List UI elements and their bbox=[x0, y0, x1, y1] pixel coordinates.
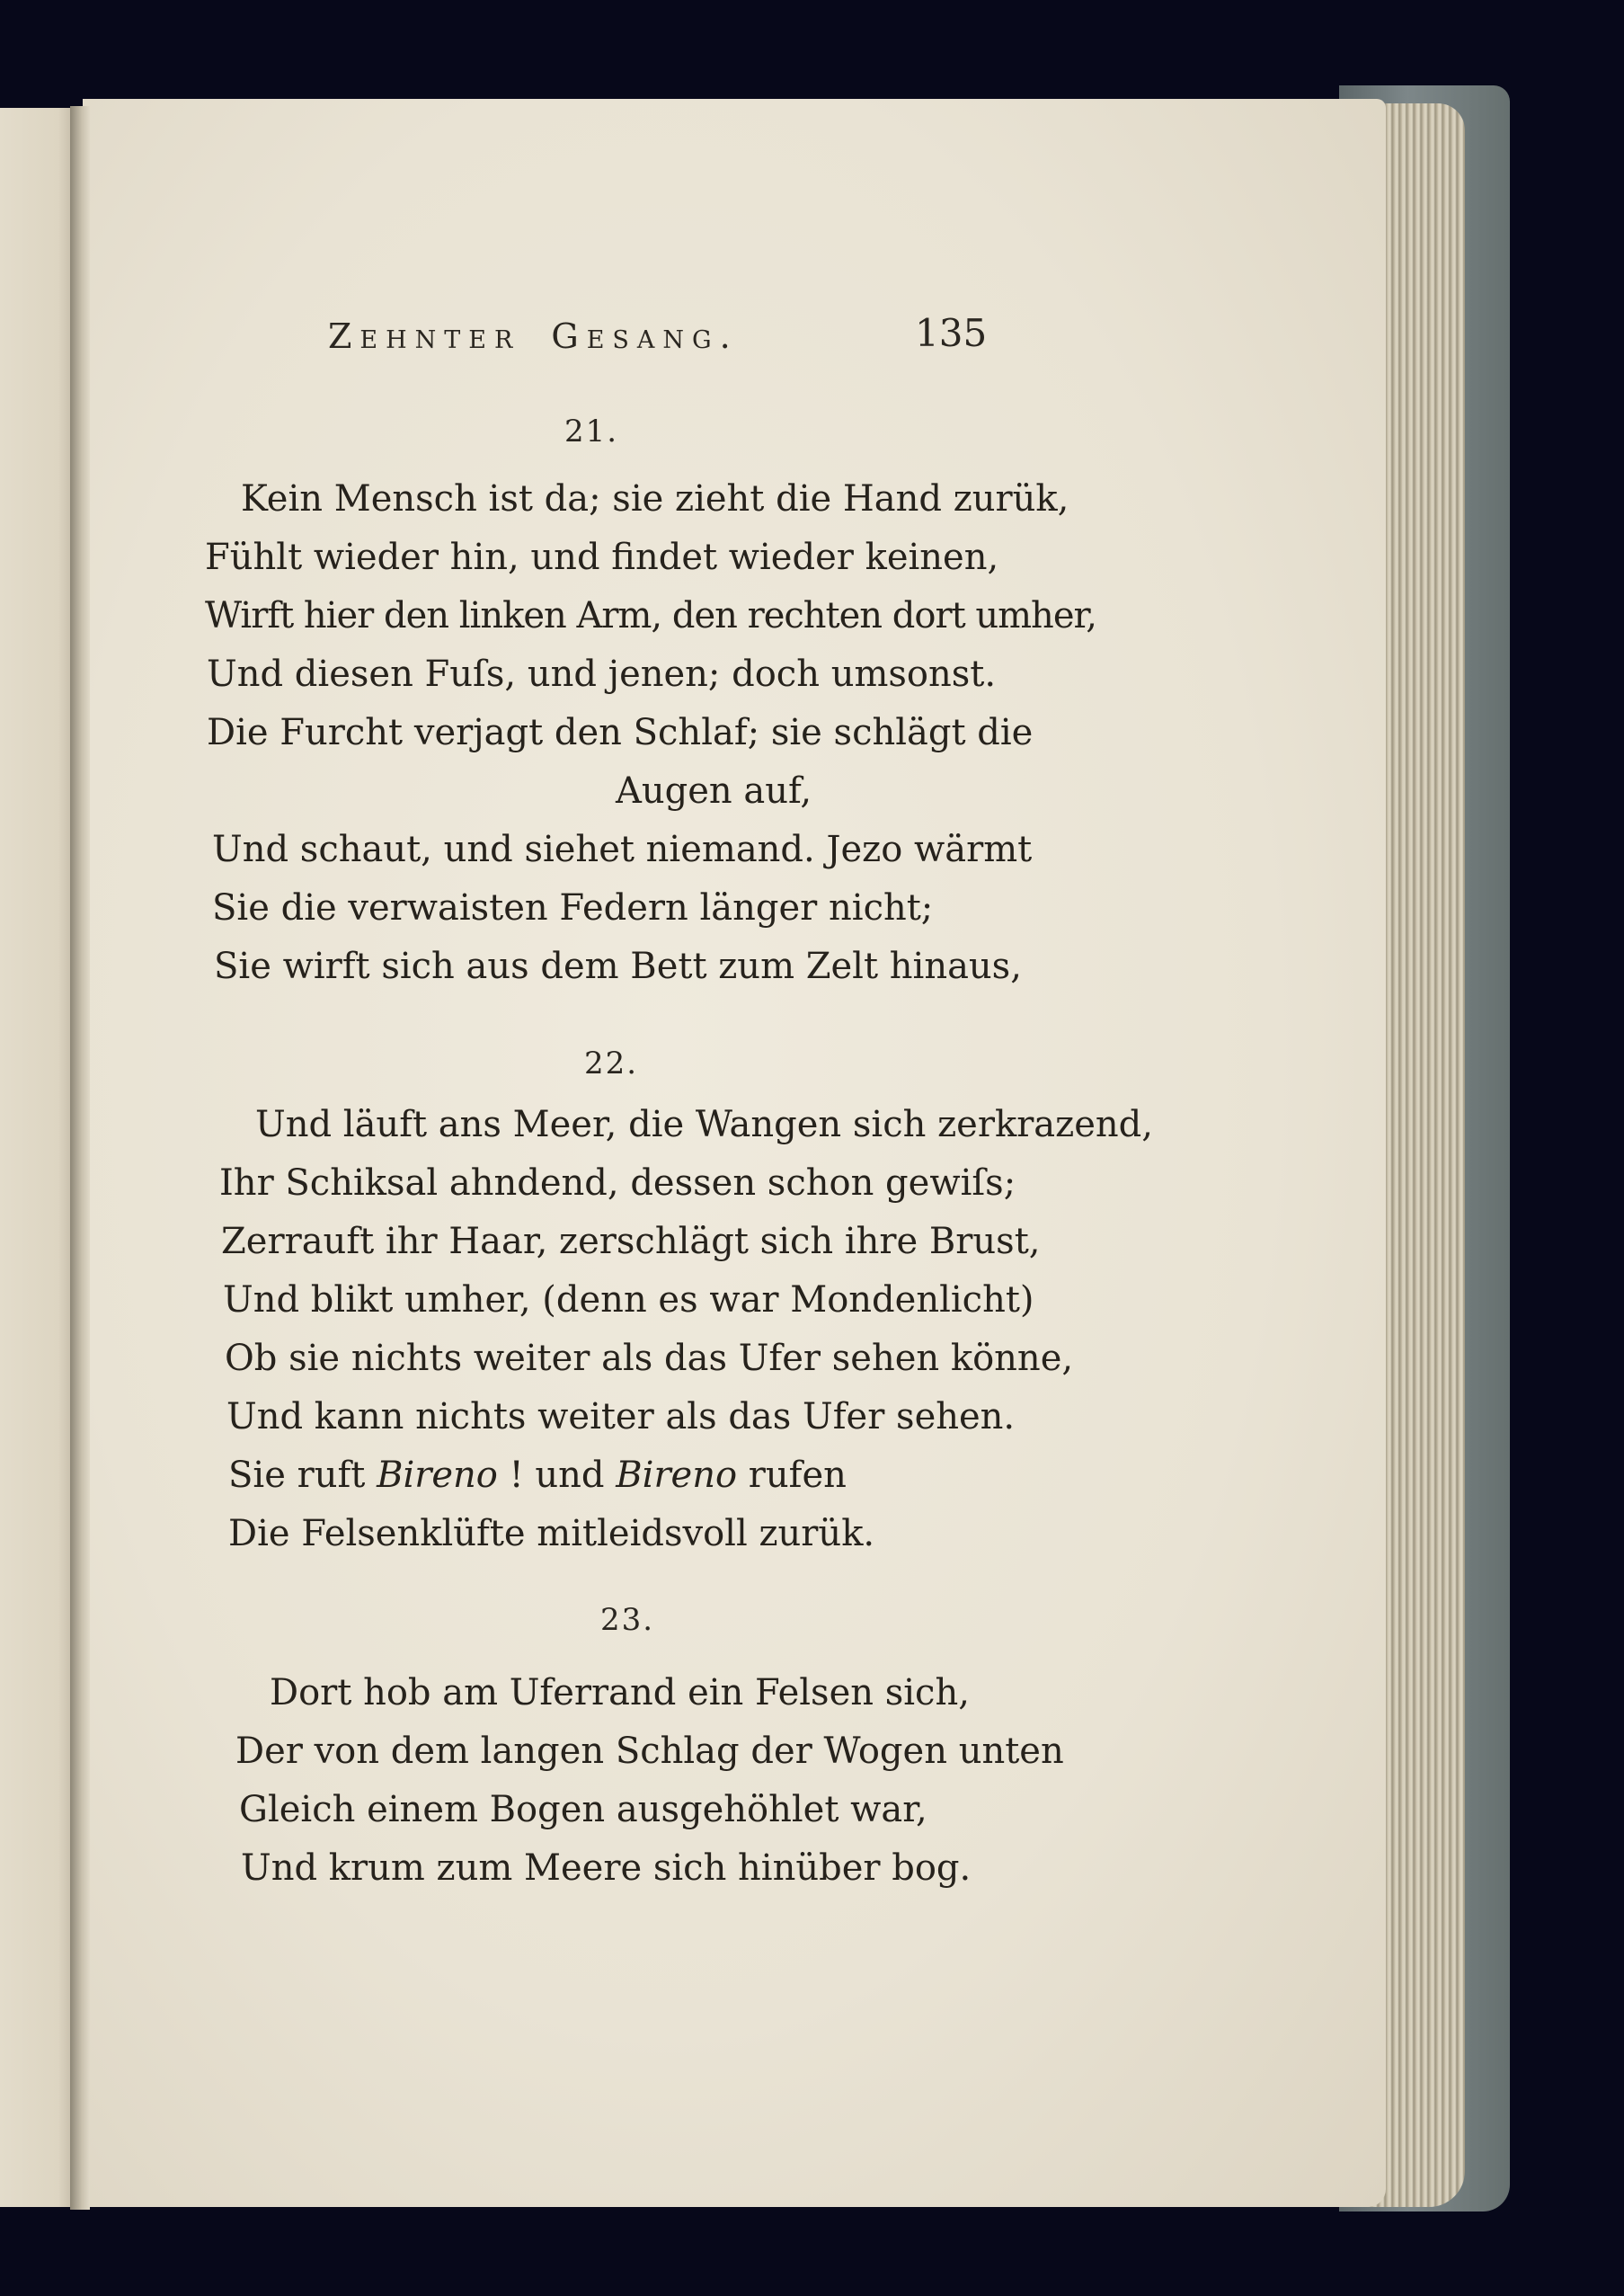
page-number: 135 bbox=[915, 311, 988, 355]
name-bireno: Bireno bbox=[377, 1455, 498, 1496]
verse-line: Und diesen Fuſs, und jenen; doch umsonst. bbox=[207, 654, 997, 695]
verse-line: Sie wirft sich aus dem Bett zum Zelt hinaus, bbox=[214, 946, 1022, 987]
running-header bbox=[328, 316, 739, 356]
verse-line: Fühlt wieder hin, und findet wieder keinen, bbox=[205, 537, 999, 578]
verse-text: Sie ruft bbox=[228, 1455, 377, 1496]
stanza-number: 21. bbox=[564, 414, 619, 449]
verse-line: Ob sie nichts weiter als das Ufer sehen könne, bbox=[225, 1338, 1074, 1379]
verse-line bbox=[228, 1455, 847, 1496]
verse-line: Zerrauft ihr Haar, zerschlägt sich ihre Brust, bbox=[221, 1221, 1041, 1262]
verse-line: Die Felsenklüfte mitleidsvoll zurük. bbox=[228, 1513, 875, 1554]
verse-line: Und krum zum Meere sich hinüber bog. bbox=[241, 1847, 972, 1889]
name-bireno: Bireno bbox=[616, 1455, 738, 1496]
verse-line: Gleich einem Bogen ausgehöhlet war, bbox=[239, 1789, 927, 1830]
verse-line: Der von dem langen Schlag der Wogen unten bbox=[235, 1731, 1064, 1772]
verse-line: Augen auf, bbox=[616, 770, 812, 812]
verse-text: ! und bbox=[497, 1455, 617, 1496]
header-word-1: Zehnter bbox=[328, 316, 521, 356]
verse-line: Die Furcht verjagt den Schlaf; sie schlägt die bbox=[207, 712, 1034, 753]
stanza-number: 23. bbox=[600, 1602, 655, 1638]
verse-line: Und blikt umher, (denn es war Mondenlicht) bbox=[223, 1279, 1034, 1321]
verse-line: Und schaut, und siehet niemand. Jezo wärmt bbox=[212, 829, 1033, 870]
verse-text: rufen bbox=[737, 1455, 847, 1496]
verse-line: Ihr Schiksal ahndend, dessen schon gewiſs; bbox=[219, 1162, 1016, 1204]
stanza-number: 22. bbox=[584, 1046, 639, 1081]
verse-line: Wirft hier den linken Arm, den rechten dort umher, bbox=[205, 595, 1096, 636]
header-word-2: Gesang. bbox=[551, 316, 739, 356]
verse-line: Und läuft ans Meer, die Wangen sich zerkrazend, bbox=[255, 1104, 1153, 1145]
verse-line: Kein Mensch ist da; sie zieht die Hand zurük, bbox=[241, 478, 1069, 520]
verse-line: Und kann nichts weiter als das Ufer sehen. bbox=[226, 1396, 1016, 1437]
verse-line: Dort hob am Uferrand ein Felsen sich, bbox=[270, 1672, 970, 1713]
verse-line: Sie die verwaisten Federn länger nicht; bbox=[212, 887, 934, 929]
